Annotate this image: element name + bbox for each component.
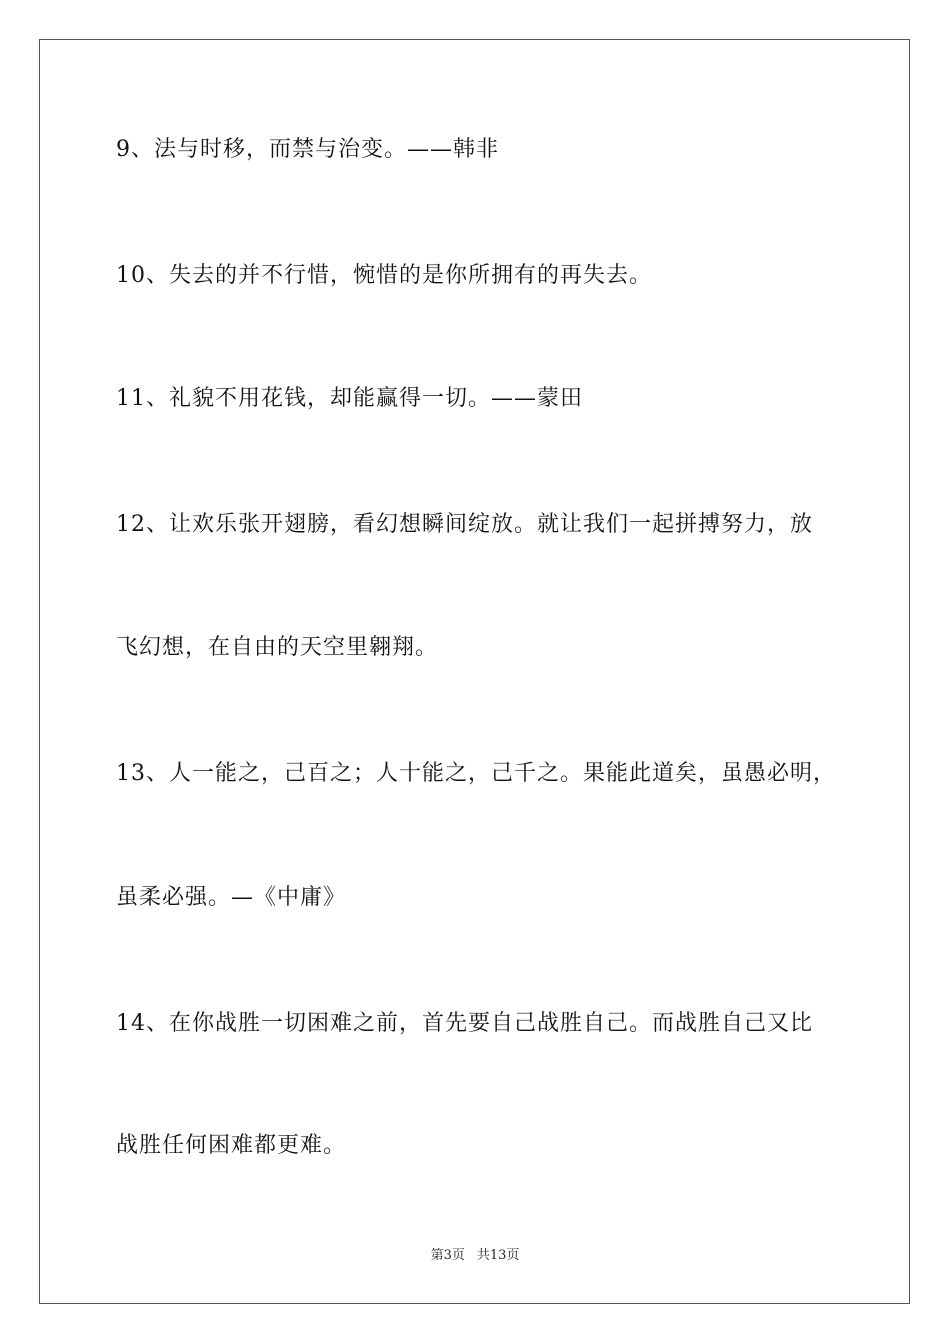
page-total: 共13页 (476, 1248, 520, 1263)
text-line: 13、人一能之，己百之；人十能之，己千之。果能此道矣，虽愚必明， (116, 761, 836, 786)
text-line: 战胜任何困难都更难。 (116, 1133, 347, 1158)
page-border (39, 39, 910, 1304)
text-line: 9、法与时移，而禁与治变。——韩非 (116, 137, 499, 162)
text-line: 10、失去的并不行惜，惋惜的是你所拥有的再失去。 (116, 263, 652, 288)
text-line: 飞幻想，在自由的天空里翱翔。 (116, 635, 439, 660)
page-number: 第3页 (430, 1248, 465, 1263)
page-footer (0, 1248, 950, 1264)
text-line: 虽柔必强。—《中庸》 (116, 885, 347, 910)
text-line: 14、在你战胜一切困难之前，首先要自己战胜自己。而战胜自己又比 (116, 1011, 813, 1036)
text-line: 12、让欢乐张开翅膀，看幻想瞬间绽放。就让我们一起拼搏努力，放 (116, 512, 813, 537)
text-line: 11、礼貌不用花钱，却能赢得一切。——蒙田 (116, 386, 583, 411)
